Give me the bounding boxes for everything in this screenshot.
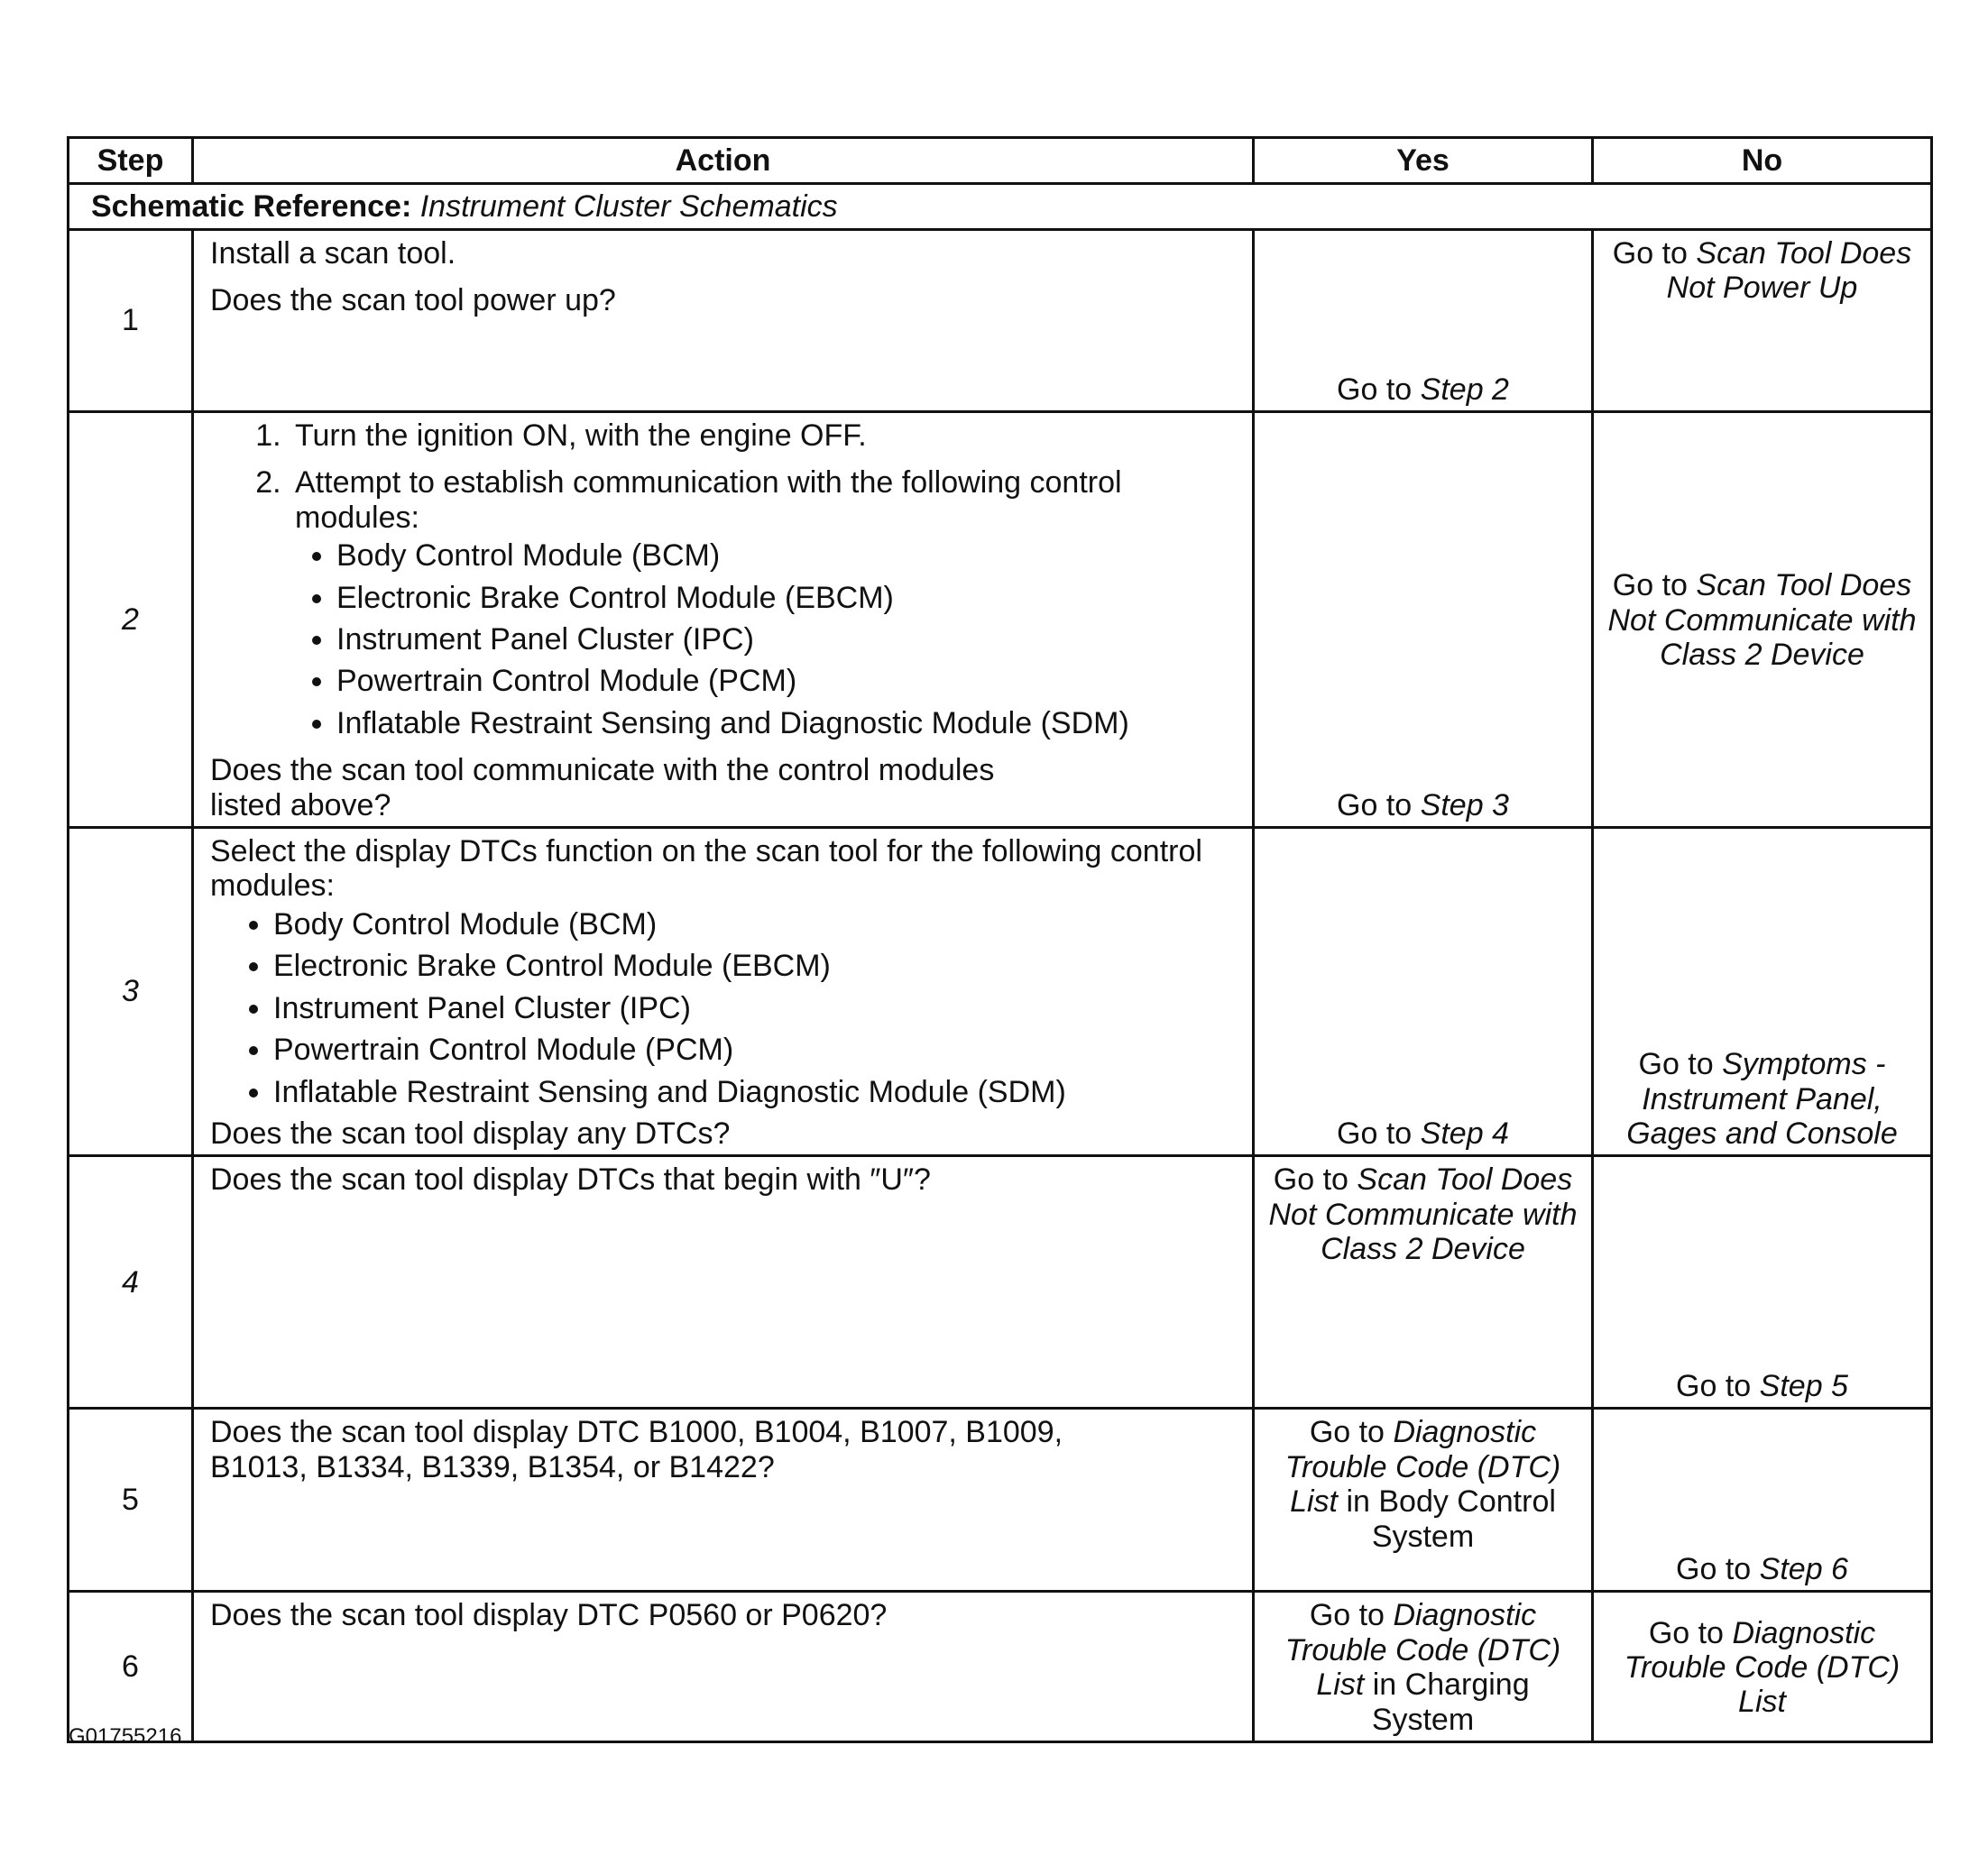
- list-item: • Electronic Brake Control Module (EBCM): [336, 581, 1238, 615]
- yes-prefix: Go to: [1337, 787, 1413, 822]
- list-item: • Powertrain Control Module (PCM): [273, 1033, 1238, 1067]
- table-row: [69, 1592, 1932, 1742]
- no-prefix: Go to: [1612, 568, 1688, 603]
- yes-cell: [1254, 412, 1593, 828]
- action-cell: [193, 1156, 1254, 1409]
- list-item: • Body Control Module (BCM): [336, 538, 1238, 573]
- table-row: [69, 1156, 1932, 1409]
- step-number: 5: [69, 1409, 193, 1592]
- yes-cell: [1254, 230, 1593, 412]
- list-item: • Body Control Module (BCM): [273, 907, 1238, 942]
- schematic-reference: [69, 184, 1932, 230]
- module-list: [295, 538, 1238, 740]
- header-action: Action: [193, 138, 1254, 184]
- list-item: [290, 465, 1238, 740]
- action-cell: [193, 412, 1254, 828]
- no-cell: [1593, 1409, 1932, 1592]
- no-prefix: Go to: [1638, 1047, 1714, 1082]
- module-list: [210, 907, 1238, 1109]
- no-cell: [1593, 230, 1932, 412]
- table-row: [69, 412, 1932, 828]
- no-prefix: Go to: [1648, 1615, 1724, 1650]
- yes-link[interactable]: Diagnostic Trouble Code (DTC) List: [1284, 1598, 1561, 1703]
- list-item: • Inflatable Restraint Sensing and Diagnostic Module (SDM): [336, 706, 1238, 740]
- list-item: • Electronic Brake Control Module (EBCM): [273, 949, 1238, 983]
- no-link[interactable]: Symptoms - Instrument Panel, Gages and Console: [1626, 1047, 1898, 1151]
- yes-prefix: Go to: [1309, 1598, 1385, 1633]
- list-item: • Inflatable Restraint Sensing and Diagnostic Module (SDM): [273, 1075, 1238, 1109]
- step-number: 1: [69, 230, 193, 412]
- header-yes: Yes: [1254, 138, 1593, 184]
- step-number: 3: [69, 828, 193, 1156]
- step-number: 4: [69, 1156, 193, 1409]
- yes-suffix: in Charging System: [1371, 1667, 1530, 1737]
- action-question: Does the scan tool communicate with the control modules listed above?: [210, 753, 995, 822]
- list-item: • Instrument Panel Cluster (IPC): [336, 622, 1238, 657]
- list-item: 1. Turn the ignition ON, with the engine OFF.: [290, 418, 1238, 453]
- action-cell: [193, 230, 1254, 412]
- no-prefix: Go to: [1676, 1551, 1752, 1586]
- yes-link[interactable]: Step 2: [1420, 372, 1509, 407]
- yes-prefix: Go to: [1273, 1162, 1348, 1198]
- action-question: Does the scan tool display DTC P0560 or P0620?: [210, 1598, 888, 1633]
- yes-cell: [1254, 1156, 1593, 1409]
- action-cell: [193, 828, 1254, 1156]
- table-row: [69, 1409, 1932, 1592]
- yes-suffix: in Body Control System: [1346, 1484, 1556, 1554]
- action-text: Select the display DTCs function on the scan tool for the following control modules:: [210, 834, 1202, 904]
- schematic-reference-row: [69, 184, 1932, 230]
- no-link[interactable]: Diagnostic Trouble Code (DTC) List: [1624, 1615, 1901, 1720]
- action-steps-list: [210, 418, 1238, 740]
- no-cell: [1593, 828, 1932, 1156]
- yes-cell: [1254, 828, 1593, 1156]
- yes-cell: [1254, 1409, 1593, 1592]
- figure-id: G01755216: [69, 1724, 182, 1749]
- yes-link[interactable]: Step 3: [1420, 787, 1509, 822]
- no-prefix: Go to: [1676, 1368, 1752, 1403]
- yes-prefix: Go to: [1337, 372, 1413, 407]
- yes-cell: [1254, 1592, 1593, 1742]
- yes-link[interactable]: Scan Tool Does Not Communicate with Class 2 Device: [1268, 1162, 1578, 1267]
- no-link[interactable]: Scan Tool Does Not Communicate with Class 2 Device: [1607, 568, 1917, 673]
- no-prefix: Go to: [1612, 236, 1688, 271]
- list-item: • Instrument Panel Cluster (IPC): [273, 991, 1238, 1025]
- no-cell: [1593, 1592, 1932, 1742]
- header-no: No: [1593, 138, 1932, 184]
- list-item: • Powertrain Control Module (PCM): [336, 664, 1238, 698]
- no-cell: [1593, 1156, 1932, 1409]
- action-question: Does the scan tool power up?: [210, 283, 616, 318]
- schematic-reference-label: Schematic Reference:: [91, 188, 412, 224]
- table-row: [69, 230, 1932, 412]
- diagnostic-table: [67, 136, 1933, 1743]
- header-step: Step: [69, 138, 193, 184]
- yes-link[interactable]: Diagnostic Trouble Code (DTC) List: [1284, 1415, 1561, 1520]
- action-question: Does the scan tool display any DTCs?: [210, 1116, 731, 1151]
- yes-link[interactable]: Step 4: [1420, 1116, 1509, 1151]
- yes-prefix: Go to: [1309, 1415, 1385, 1450]
- schematic-reference-link[interactable]: Instrument Cluster Schematics: [419, 188, 838, 224]
- no-link[interactable]: Scan Tool Does Not Power Up: [1666, 236, 1912, 306]
- action-text: Install a scan tool.: [210, 236, 456, 271]
- step-number: 2: [69, 412, 193, 828]
- header-row: [69, 138, 1932, 184]
- action-cell: [193, 1409, 1254, 1592]
- no-link[interactable]: Step 6: [1759, 1551, 1848, 1586]
- list-item-text: Attempt to establish communication with the following control modules:: [295, 465, 1122, 535]
- action-question: Does the scan tool display DTCs that begin with ″U″?: [210, 1162, 931, 1198]
- table-row: [69, 828, 1932, 1156]
- no-link[interactable]: Step 5: [1759, 1368, 1848, 1403]
- action-cell: [193, 1592, 1254, 1742]
- step-number: 6: [69, 1592, 193, 1742]
- action-question: Does the scan tool display DTC B1000, B1004, B1007, B1009, B1013, B1334, B1339, B1354, or B1422?: [210, 1415, 1063, 1484]
- yes-prefix: Go to: [1337, 1116, 1413, 1151]
- no-cell: [1593, 412, 1932, 828]
